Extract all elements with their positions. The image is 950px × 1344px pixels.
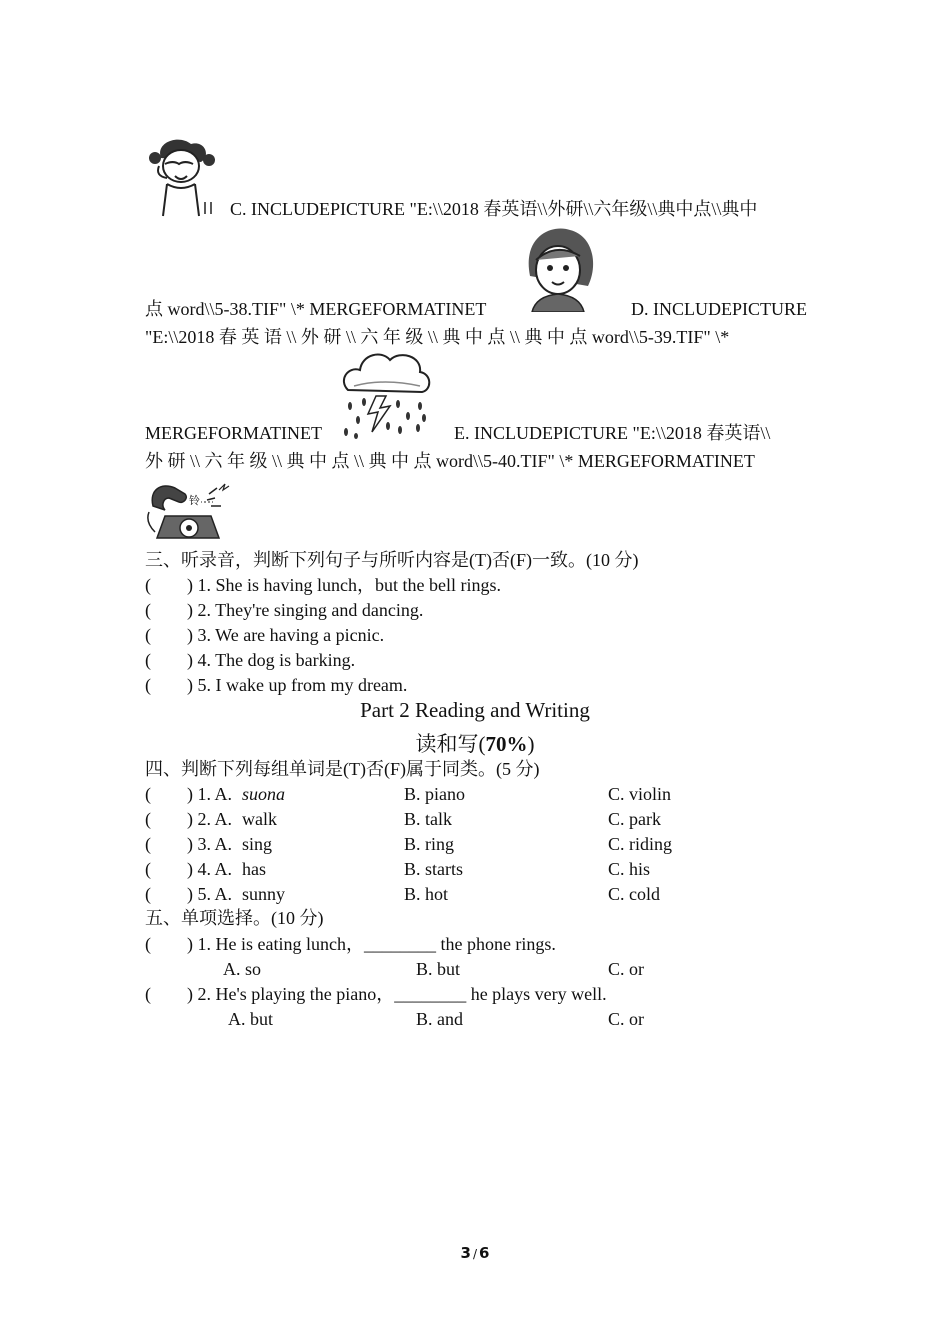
option-a: walk bbox=[242, 809, 277, 829]
current-page: 3 bbox=[460, 1244, 471, 1262]
section-4-heading: 四、判断下列每组单词是(T)否(F)属于同类。(5 分) bbox=[145, 759, 540, 779]
option-c: C. or bbox=[608, 1009, 644, 1029]
choice-question-2-options bbox=[145, 1008, 807, 1030]
listening-item-1: ( ) 1. She is having lunch，but the bell rings. bbox=[145, 575, 501, 595]
picture-field-line-3 bbox=[145, 326, 807, 348]
page-separator: / bbox=[472, 1247, 478, 1261]
phone-ring-label: 铃 bbox=[189, 494, 200, 507]
field-code-text: MERGEFORMATINET bbox=[145, 423, 323, 443]
listening-item-3: ( ) 3. We are having a picnic. bbox=[145, 625, 385, 645]
option-c: C. his bbox=[608, 859, 651, 879]
option-b: B. starts bbox=[404, 859, 464, 879]
option-b: B. talk bbox=[404, 809, 452, 829]
section-3-heading: 三、听录音，判断下列句子与所听内容是(T)否(F)一致。(10 分) bbox=[145, 550, 639, 570]
total-pages: 6 bbox=[479, 1244, 490, 1262]
option-c: C. cold bbox=[608, 884, 660, 904]
row-number: ( ) 1. A. bbox=[145, 784, 232, 804]
option-c: C. or bbox=[608, 959, 644, 979]
subtitle-percent: 70% bbox=[485, 732, 528, 756]
option-a: suona bbox=[242, 784, 286, 804]
listening-item-5: ( ) 5. I wake up from my dream. bbox=[145, 675, 408, 695]
picture-field-line-2 bbox=[145, 298, 486, 320]
field-code-text: 外 研 \\ 六 年 级 \\ 典 中 点 \\ 典 中 点 word\\5-40.TIF" \* MERGEFORMATINET bbox=[145, 451, 755, 471]
row-number: ( ) 4. A. bbox=[145, 859, 232, 879]
word-group-row bbox=[145, 783, 807, 805]
field-code-text: 点 word\\5-38.TIF" \* MERGEFORMATINET bbox=[145, 299, 487, 319]
option-a: has bbox=[242, 859, 266, 879]
option-b: B. ring bbox=[404, 834, 455, 854]
ringing-telephone-picture bbox=[145, 476, 235, 546]
option-a: sing bbox=[242, 834, 273, 854]
field-code-text: D. INCLUDEPICTURE bbox=[631, 299, 807, 319]
option-c: C. park bbox=[608, 809, 661, 829]
picture-field-line-4-right bbox=[454, 422, 807, 444]
option-b: B. but bbox=[416, 959, 461, 979]
subtitle-text: 读和写( bbox=[415, 732, 486, 756]
listening-item-4: ( ) 4. The dog is barking. bbox=[145, 650, 356, 670]
word-group-row bbox=[145, 858, 807, 880]
picture-field-line-5 bbox=[145, 450, 807, 472]
option-c: C. violin bbox=[608, 784, 672, 804]
picture-field-line-1 bbox=[230, 198, 807, 220]
girl-portrait-picture bbox=[522, 226, 596, 312]
picture-field-line-4 bbox=[145, 422, 322, 444]
picture-field-line-2-right bbox=[608, 298, 807, 320]
word-group-row bbox=[145, 833, 807, 855]
girl-covering-eyes-picture bbox=[145, 136, 217, 218]
field-code-text: C. INCLUDEPICTURE "E:\\2018 春英语\\外研\\六年级\\典中点\\典中 bbox=[230, 199, 758, 219]
listening-item-2: ( ) 2. They're singing and dancing. bbox=[145, 600, 424, 620]
word-group-row bbox=[145, 883, 807, 905]
option-c: C. riding bbox=[608, 834, 673, 854]
option-b: B. and bbox=[416, 1009, 463, 1029]
word-group-row bbox=[145, 808, 807, 830]
option-b: B. piano bbox=[404, 784, 465, 804]
choice-question-1-stem: ( ) 1. He is eating lunch，________ the phone rings. bbox=[145, 934, 556, 954]
row-number: ( ) 2. A. bbox=[145, 809, 232, 829]
option-b: B. hot bbox=[404, 884, 449, 904]
option-a: sunny bbox=[242, 884, 286, 904]
part-2-title: Part 2 Reading and Writing bbox=[360, 698, 590, 722]
option-a: A. but bbox=[228, 1009, 273, 1029]
part-2-subtitle bbox=[0, 732, 950, 756]
subtitle-close: ) bbox=[527, 732, 535, 756]
field-code-text: "E:\\2018 春 英 语 \\ 外 研 \\ 六 年 级 \\ 典 中 点 \\ 典 中 点 word\\5-39.TIF" \* bbox=[145, 327, 730, 347]
option-a: A. so bbox=[223, 959, 262, 979]
choice-question-2-stem: ( ) 2. He's playing the piano，________ he plays very well. bbox=[145, 984, 607, 1004]
thunderstorm-picture bbox=[338, 346, 432, 440]
choice-question-1-options bbox=[145, 958, 807, 980]
row-number: ( ) 3. A. bbox=[145, 834, 232, 854]
row-number: ( ) 5. A. bbox=[145, 884, 232, 904]
field-code-text: E. INCLUDEPICTURE "E:\\2018 春英语\\ bbox=[454, 423, 771, 443]
page-number bbox=[0, 1243, 950, 1264]
section-5-heading: 五、单项选择。(10 分) bbox=[145, 908, 324, 928]
